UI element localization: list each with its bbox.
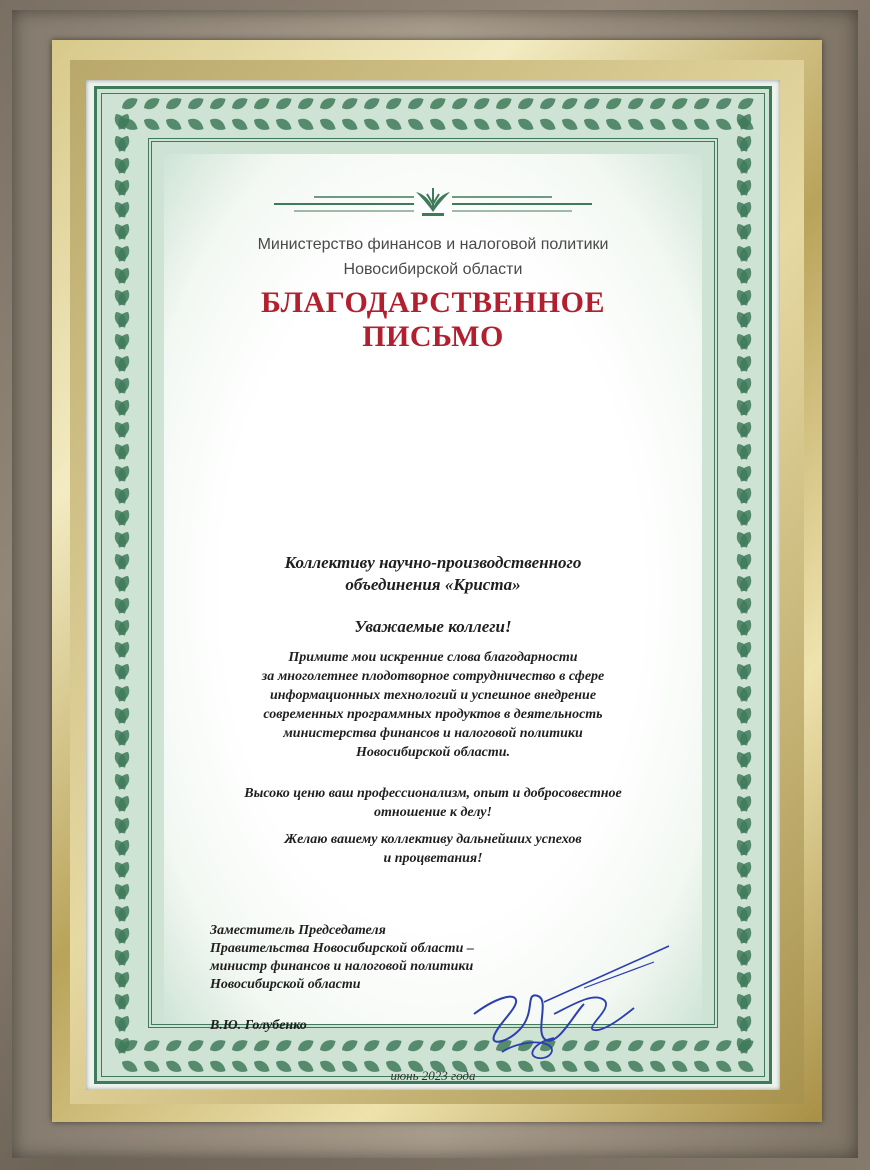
document-title <box>164 286 702 354</box>
wishes-paragraph: Желаю вашему коллективу дальнейших успехов и процветания! <box>284 832 582 866</box>
header-ornament <box>164 184 702 224</box>
appreciation-paragraph: Высоко ценю ваш профессионализм, опыт и добросовестное отношение к делу! <box>244 786 622 820</box>
ministry-line-2: Новосибирской области <box>343 261 523 278</box>
addressee: Коллективу научно-производственного объединения «Криста» <box>284 553 582 594</box>
certificate-paper <box>86 80 780 1090</box>
ministry-header <box>164 232 702 282</box>
signer-position: Заместитель Председателя Правительства Новосибирской области – министр финансов и налоговой политики Новосибирской области <box>210 923 474 992</box>
issue-date: июнь 2023 года <box>390 1068 476 1083</box>
certificate-content <box>164 154 702 1083</box>
title-line-1: БЛАГОДАРСТВЕННОЕ <box>261 286 605 319</box>
handwritten-signature <box>454 944 674 1064</box>
ministry-line-1: Министерство финансов и налоговой политики <box>257 236 609 253</box>
greeting: Уважаемые коллеги! <box>354 617 512 636</box>
signer-name: В.Ю. Голубенко <box>210 1018 307 1033</box>
title-line-2: ПИСЬМО <box>362 320 504 353</box>
gratitude-paragraph: Примите мои искренние слова благодарности за многолетнее плодотворное сотрудничество в сфере информационных технологий и успешное внедрение современных программных продуктов в деятельность министерства финансов и налоговой политики Новосибирской области. <box>261 650 605 760</box>
